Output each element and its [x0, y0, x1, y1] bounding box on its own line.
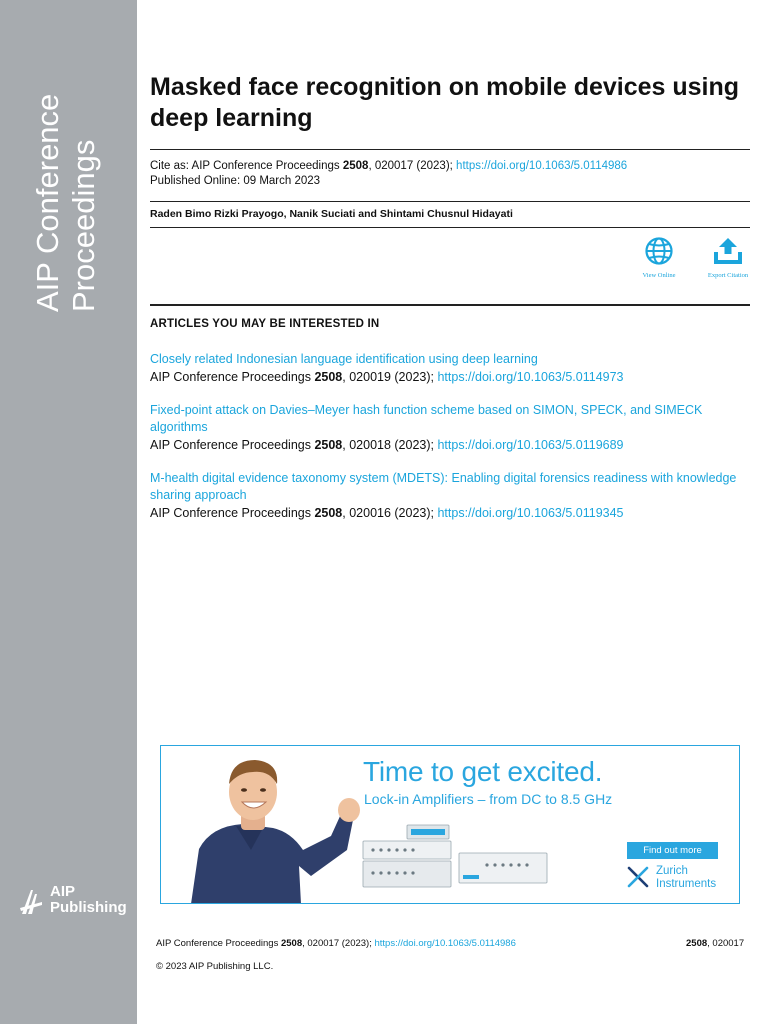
reference-volume: 2508: [314, 506, 343, 520]
reference-volume: 2508: [314, 370, 343, 384]
brand-name-line1: Zurich: [656, 865, 688, 877]
journal-name: [30, 42, 102, 312]
reference-journal: AIP Conference Proceedings: [150, 506, 315, 520]
export-citation-label: Export Citation: [707, 272, 749, 279]
related-articles-heading: ARTICLES YOU MAY BE INTERESTED IN: [150, 318, 380, 330]
related-article: [150, 351, 755, 386]
view-online-button[interactable]: [631, 236, 687, 288]
advertisement-banner[interactable]: [160, 745, 740, 904]
copyright-notice: © 2023 AIP Publishing LLC.: [156, 961, 274, 972]
ad-subheadline: Lock-in Amplifiers – from DC to 8.5 GHz: [364, 791, 613, 807]
footer-page-volume: 2508: [686, 938, 708, 949]
journal-name-line1: AIP Conference: [30, 93, 65, 312]
footer-cite-volume: 2508: [280, 938, 303, 949]
cite-as: [150, 159, 750, 174]
aip-logo-icon: [18, 886, 44, 916]
reference-journal: AIP Conference Proceedings: [150, 438, 315, 452]
globe-icon: [644, 236, 674, 266]
related-article-reference: [150, 505, 755, 522]
aip-publishing-logo[interactable]: [18, 884, 128, 920]
brand-name: [656, 865, 716, 890]
reference-suffix: , 020016 (2023);: [342, 506, 438, 520]
author-list[interactable]: Raden Bimo Rizki Prayogo, Nanik Suciati and Shintami Chusnul Hidayati: [150, 208, 513, 220]
reference-doi-link[interactable]: https://doi.org/10.1063/5.0114973: [437, 370, 624, 384]
reference-doi-link[interactable]: https://doi.org/10.1063/5.0119345: [437, 506, 624, 520]
divider: [150, 149, 750, 150]
divider: [150, 304, 750, 306]
related-article-title-link[interactable]: Fixed-point attack on Davies–Meyer hash function scheme based on SIMON, SPECK, and SIMECK algorithms: [150, 403, 703, 434]
reference-journal: AIP Conference Proceedings: [150, 370, 315, 384]
cite-volume: 2508: [342, 160, 369, 172]
lock-in-amplifier-devices-image: [361, 821, 551, 893]
find-out-more-button[interactable]: Find out more: [627, 842, 718, 859]
journal-sidebar: [0, 0, 137, 1024]
published-date: Published Online: 09 March 2023: [150, 175, 321, 187]
related-article-title-link[interactable]: M-health digital evidence taxonomy system (MDETS): Enabling digital forensics readiness with knowledge sharing approach: [150, 471, 737, 502]
footer-doi-link[interactable]: https://doi.org/10.1063/5.0114986: [374, 938, 516, 949]
reference-suffix: , 020019 (2023);: [342, 370, 438, 384]
journal-name-line2: Proceedings: [66, 139, 101, 312]
brand-name-line2: Instruments: [656, 877, 717, 890]
footer-citation: [156, 938, 516, 950]
ad-headline: Time to get excited.: [363, 756, 603, 787]
footer-cite-suffix: , 020017 (2023);: [302, 938, 375, 949]
view-online-label: View Online: [642, 272, 676, 279]
footer-page-suffix: , 020017: [707, 938, 745, 949]
reference-suffix: , 020018 (2023);: [342, 438, 438, 452]
related-article-reference: [150, 437, 755, 454]
related-article-title-link[interactable]: Closely related Indonesian language identification using deep learning: [150, 352, 538, 366]
related-article: [150, 402, 755, 454]
divider: [150, 227, 750, 228]
export-icon: [711, 236, 745, 266]
reference-doi-link[interactable]: https://doi.org/10.1063/5.0119689: [437, 438, 624, 452]
footer-page-number: [686, 938, 744, 950]
smiling-man-image: [181, 754, 366, 904]
cite-suffix: , 020017 (2023);: [368, 160, 457, 172]
related-article-reference: [150, 369, 755, 386]
divider: [150, 201, 750, 202]
reference-volume: 2508: [314, 438, 343, 452]
footer-cite-prefix: AIP Conference Proceedings: [156, 938, 281, 949]
cite-doi-link[interactable]: https://doi.org/10.1063/5.0114986: [456, 160, 628, 172]
logo-text-aip: AIP: [50, 883, 76, 900]
paper-title: Masked face recognition on mobile devices using deep learning: [150, 73, 740, 132]
zurich-instruments-icon: [627, 866, 649, 888]
cite-prefix: Cite as: AIP Conference Proceedings: [150, 160, 343, 172]
logo-text-publishing: Publishing: [50, 899, 127, 916]
export-citation-button[interactable]: [700, 236, 756, 288]
related-article: [150, 470, 755, 522]
zurich-instruments-logo: [627, 864, 737, 894]
